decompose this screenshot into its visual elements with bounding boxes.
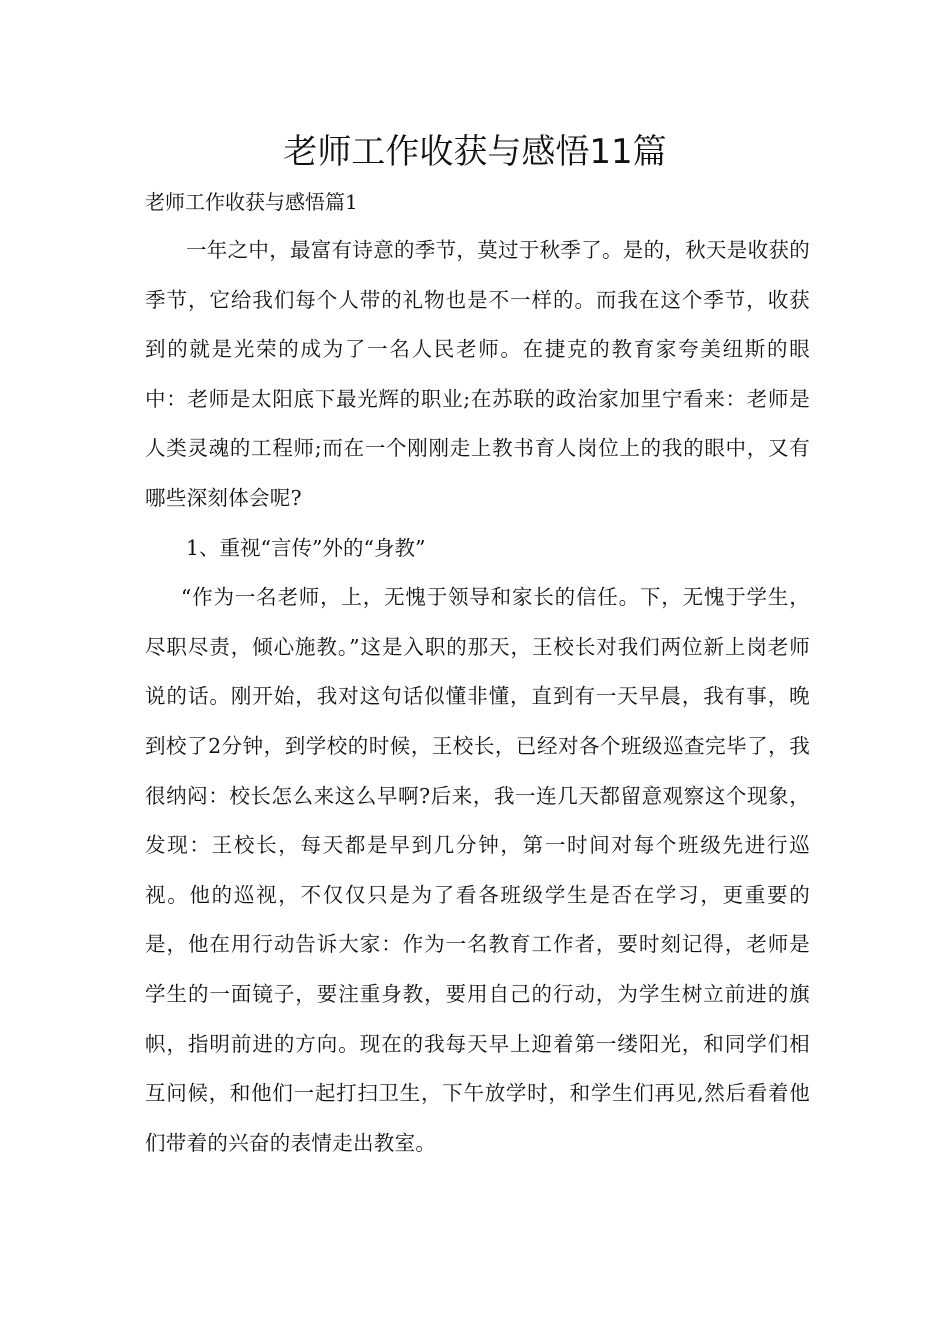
section-heading: 老师工作收获与感悟篇1 [145,190,358,214]
paragraph-intro: 一年之中，最富有诗意的季节，莫过于秋季了。是的，秋天是收获的季节，它给我们每个人带的礼物也是不一样的。而我在这个季节，收获到的就是光荣的成为了一名人民老师。在捷克的教育家夸美纽斯的眼中：老师是太阳底下最光辉的职业;在苏联的政治家加里宁看来：老师是人类灵魂的工程师;而在一个刚刚走上教书育人岗位上的我的眼中，又有哪些深刻体会呢? [145,238,810,510]
sub-heading: 1、重视“言传”外的“身教” [186,535,426,560]
document-title: 老师工作收获与感悟11篇 [283,132,667,172]
paragraph-body: “作为一名老师，上，无愧于领导和家长的信任。下，无愧于学生，尽职尽责，倾心施教。”这是入职的那天，王校长对我们两位新上岗老师说的话。刚开始，我对这句话似懂非懂，直到有一天早晨，我有事，晚到校了2分钟，到学校的时候，王校长，已经对各个班级巡查完毕了，我很纳闷：校长怎么来这么早啊?后来，我一连几天都留意观察这个现象，发现：王校长，每天都是早到几分钟，第一时间对每个班级先进行巡视。他的巡视，不仅仅只是为了看各班级学生是否在学习，更重要的是，他在用行动告诉大家：作为一名教育工作者，要时刻记得，老师是学生的一面镜子，要注重身教，要用自己的行动，为学生树立前进的旗帜，指明前进的方向。现在的我每天早上迎着第一缕阳光，和同学们相互问候，和他们一起打扫卫生，下午放学时，和学生们再见,然后看着他们带着的兴奋的表情走出教室。 [145,585,810,1155]
document-body [145,178,810,1168]
